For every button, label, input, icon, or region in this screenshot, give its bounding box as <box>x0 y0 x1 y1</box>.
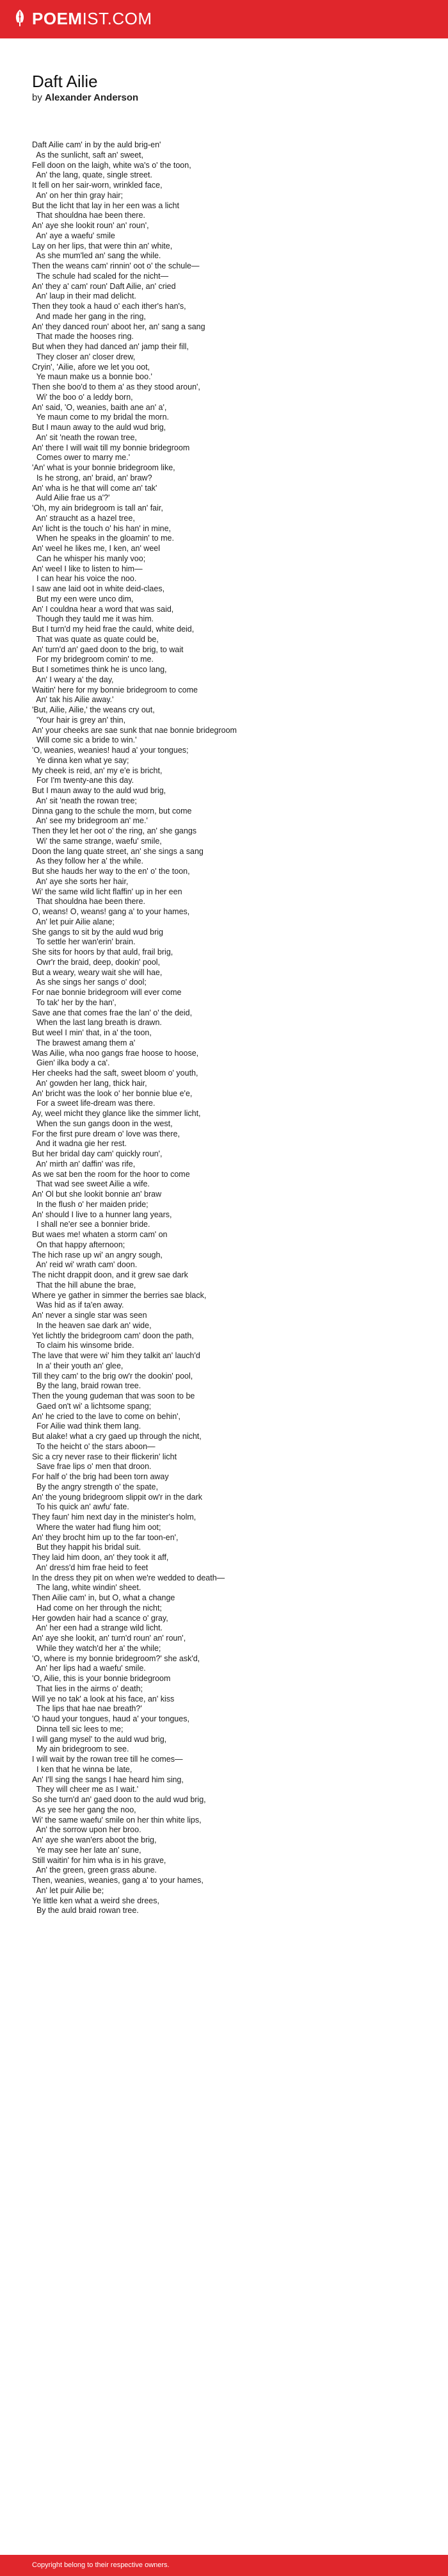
poem-line: Ye maun make us a bonnie boo.' <box>32 372 152 382</box>
poem-line: An' I weary a' the day, <box>32 675 114 684</box>
poem-line: Dinna tell sic lees to me; <box>32 1724 124 1734</box>
poem-line: I can hear his voice the noo. <box>32 574 137 584</box>
poem-line: Wi' the same wild licht flaffin' up in her een <box>32 887 182 896</box>
poem-line: An' there I will wait till my bonnie bridegroom <box>32 443 190 452</box>
poem-line: As ye see her gang the noo, <box>32 1805 136 1814</box>
poem-line: They faun' him next day in the minister's holm, <box>32 1513 196 1522</box>
poem-line: That the hill abune the brae, <box>32 1280 136 1290</box>
poem-line: An' sit 'neath the rowan tree; <box>32 796 137 805</box>
quill-pen-icon <box>13 9 27 28</box>
poem-line: An' should I live to a hunner lang years, <box>32 1210 172 1219</box>
poem-line: But I sometimes think he is unco lang, <box>32 665 167 674</box>
poem-line: But I maun away to the auld wud brig, <box>32 786 166 795</box>
poem-line: Her gowden hair had a scance o' gray, <box>32 1613 168 1623</box>
poem-line: Save frae lips o' men that droon. <box>32 1462 152 1472</box>
poem-line: To his quick an' awfu' fate. <box>32 1502 129 1512</box>
poem-line: But I turn'd my heid frae the cauld, white deid, <box>32 625 195 634</box>
poem-line: An' her lips had a waefu' smile. <box>32 1664 146 1673</box>
poem-line: That made the hooses ring. <box>32 332 134 341</box>
poem-line: Then she boo'd to them a' as they stood aroun', <box>32 382 200 391</box>
poem-line: She sits for hoors by that auld, frail brig, <box>32 948 173 956</box>
poem-line: An' laup in their mad delicht. <box>32 291 136 301</box>
poem-line: To claim his winsome bride. <box>32 1341 134 1350</box>
poem-line: Sic a cry never rase to their flickerin' licht <box>32 1452 177 1461</box>
poem-line: That shouldna hae been there. <box>32 897 145 907</box>
poem-line: Daft Ailie cam' in by the auld brig-en' <box>32 140 161 149</box>
poem-line: But her bridal day cam' quickly roun', <box>32 1149 163 1158</box>
poem-line: They will cheer me as I wait.' <box>32 1785 139 1794</box>
poem-line: When the last lang breath is drawn. <box>32 1018 162 1028</box>
poem-line: For Ailie wad think them lang. <box>32 1422 141 1431</box>
poem-line: And it wadna gie her rest. <box>32 1139 127 1149</box>
byline-prefix: by <box>32 92 42 103</box>
poem-line: Then the weans cam' rinnin' oot o' the schule— <box>32 261 200 270</box>
poem-line: I will wait by the rowan tree till he comes— <box>32 1755 183 1764</box>
poem-line: And made her gang in the ring, <box>32 311 146 321</box>
poem-line: An' I'll sing the sangs I hae heard him sing, <box>32 1775 184 1784</box>
poem-line: For the first pure dream o' love was there, <box>32 1129 180 1138</box>
poem-line: As she sings her sangs o' dool; <box>32 978 147 987</box>
poem-line: But she hauds her way to the en' o' the toon, <box>32 867 190 876</box>
poem-line: An' on her thin gray hair; <box>32 190 124 200</box>
poem-line: That wad see sweet Ailie a wife. <box>32 1179 150 1189</box>
poem-byline <box>32 92 138 104</box>
poem-line: An' aye she lookit roun' an' roun', <box>32 221 149 230</box>
poem-line: An' they a' cam' roun' Daft Ailie, an' cried <box>32 281 176 291</box>
poem-line: Will come sic a bride to win.' <box>32 735 137 745</box>
poem-line: Was hid as if ta'en away. <box>32 1300 124 1310</box>
poem-line: Ye maun come to my bridal the morn. <box>32 413 169 422</box>
poem-line: Still waitin' for him wha is in his grave, <box>32 1855 166 1865</box>
poem-line: While they watch'd her a' the while; <box>32 1643 161 1653</box>
poem-line: An' the young bridegroom slippit ow'r in the dark <box>32 1492 203 1502</box>
poem-line: In the flush o' her maiden pride; <box>32 1199 148 1209</box>
poem-line: Cryin', 'Ailie, afore we let you oot, <box>32 362 150 372</box>
poem-line: An' aye she sorts her hair, <box>32 876 129 886</box>
poem-line: Waitin' here for my bonnie bridegroom to come <box>32 685 198 694</box>
poem-line: An' Ol but she lookit bonnie an' braw <box>32 1190 162 1199</box>
poem-line: Then the young gudeman that was soon to be <box>32 1391 195 1400</box>
poem-line: An' the green, green grass abune. <box>32 1866 157 1875</box>
poem-line: They closer an' closer drew, <box>32 352 136 361</box>
poem-line: 'O, Ailie, this is your bonnie bridegroom <box>32 1674 171 1683</box>
poem-line: Ye may see her late an' sune, <box>32 1845 141 1855</box>
poem-line: An' he cried to the lave to come on behin', <box>32 1411 181 1421</box>
poem-author-link[interactable]: Alexander Anderson <box>45 92 139 103</box>
poem-line: Wi' the boo o' a leddy born, <box>32 392 133 402</box>
poem-line: 'But, Ailie, Ailie,' the weans cry out, <box>32 705 155 714</box>
poem-line: The lips that hae nae breath?' <box>32 1704 142 1714</box>
poem-line: I shall ne'er see a bonnier bride. <box>32 1220 150 1229</box>
poem-line: My ain bridegroom to see. <box>32 1744 129 1754</box>
poem-line: An' aye she lookit, an' turn'd roun' an' roun', <box>32 1634 186 1643</box>
poem-line: An' wha is he that will come an' tak' <box>32 483 157 493</box>
poem-line: Dinna gang to the schule the morn, but come <box>32 806 192 816</box>
poem-line: But a weary, weary wait she will hae, <box>32 967 163 977</box>
poem-line: Is he strong, an' braid, an' braw? <box>32 473 152 482</box>
poem-line: But when they had danced an' jamp their fill, <box>32 342 189 351</box>
poem-line: Though they tauld me it was him. <box>32 614 154 624</box>
poem-line: Then, weanies, weanies, gang a' to your hames, <box>32 1876 204 1885</box>
poem-line: Wi' the same waefu' smile on her thin white lips, <box>32 1815 202 1825</box>
poem-line: Ye dinna ken what ye say; <box>32 755 129 765</box>
poem-line: An' bricht was the look o' her bonnie blue e'e, <box>32 1088 193 1098</box>
site-name-bold: POEM <box>32 9 83 28</box>
poem-line: My cheek is reid, an' my e'e is bricht, <box>32 766 163 775</box>
poem-line: An' weel I like to listen to him— <box>32 564 143 573</box>
poem-line: That was quate as quate could be, <box>32 634 159 644</box>
poem-line: Fell doon on the laigh, white wa's o' the toon, <box>32 160 191 170</box>
poem-line: An' the lang, quate, single street. <box>32 170 152 180</box>
poem-line: Then Ailie cam' in, but O, what a change <box>32 1593 175 1602</box>
poem-line: Yet lichtly the bridegroom cam' doon the path, <box>32 1331 194 1340</box>
poem-line: 'O, weanies, weanies! haud a' your tongues; <box>32 746 189 755</box>
site-name <box>32 8 152 29</box>
poem-line: It fell on her sair-worn, wrinkled face, <box>32 181 163 190</box>
poem-line: To tak' her by the han', <box>32 997 116 1007</box>
poem-line: Gien' ilka body a ca'. <box>32 1058 110 1068</box>
poem-line: As the sunlicht, saft an' sweet, <box>32 150 144 160</box>
poem-line: Gaed on't wi' a lichtsome spang; <box>32 1401 152 1411</box>
poem-line: Where ye gather in simmer the berries sae black, <box>32 1290 207 1300</box>
footer-copyright: Copyright belong to their respective owners. <box>32 2561 170 2569</box>
poem-line: The nicht drappit doon, and it grew sae dark <box>32 1270 188 1279</box>
poem-line: The hich rase up wi' an angry sough, <box>32 1250 163 1259</box>
poem-line: 'O haud your tongues, haud a' your tongues, <box>32 1714 189 1723</box>
poem-line: That lies in the airms o' death; <box>32 1684 143 1693</box>
poem-line: For half o' the brig had been torn away <box>32 1472 169 1481</box>
poem-line: I ken that he winna be late, <box>32 1764 132 1774</box>
poem-line: Can he whisper his manly voo; <box>32 554 146 563</box>
poem-line: But my een were unco dim, <box>32 594 134 603</box>
poem-title: Daft Ailie <box>32 72 98 91</box>
poem-line: 'Oh, my ain bridegroom is tall an' fair, <box>32 504 163 513</box>
poem-line: But they happit his bridal suit. <box>32 1543 141 1552</box>
poem-line: So she turn'd an' gaed doon to the auld wud brig, <box>32 1795 206 1804</box>
poem-line: An' said, 'O, weanies, baith ane an' a', <box>32 402 167 412</box>
poem-line: As they follow her a' the while. <box>32 857 144 866</box>
poem-line: An' sit 'neath the rowan tree, <box>32 432 137 442</box>
poem-line: An' her een had a strange wild licht. <box>32 1623 163 1633</box>
poem-line: I saw ane laid oot in white deid-claes, <box>32 584 165 593</box>
poem-line: O, weans! O, weans! gang a' to your hames, <box>32 907 190 916</box>
poem-line: When he speaks in the gloamin' to me. <box>32 534 174 543</box>
poem-line: An' let puir Ailie alane; <box>32 917 115 926</box>
poem-line: On that happy afternoon; <box>32 1240 125 1249</box>
poem-line: 'An' what is your bonnie bridegroom like, <box>32 463 175 472</box>
poem-line: Ye little ken what a weird she drees, <box>32 1896 159 1905</box>
poem-line: Save ane that comes frae the lan' o' the deid, <box>32 1008 193 1017</box>
poem-line: Her cheeks had the saft, sweet bloom o' youth, <box>32 1069 198 1078</box>
site-logo[interactable] <box>13 8 152 29</box>
poem-line: An' mirth an' daffin' was rife, <box>32 1159 136 1169</box>
poem-line: Doon the lang quate street, an' she sings a sang <box>32 846 204 856</box>
poem-line: Had come on her through the nicht; <box>32 1603 162 1612</box>
poem-line: In the heaven sae dark an' wide, <box>32 1320 152 1330</box>
poem-line: The lang, white windin' sheet. <box>32 1583 141 1593</box>
poem-line: Ay, weel micht they glance like the simmer licht, <box>32 1109 201 1118</box>
poem-line: An' tak his Ailie away.' <box>32 695 114 705</box>
poem-line: For nae bonnie bridegroom will ever come <box>32 988 182 997</box>
poem-line: To the heicht o' the stars aboon— <box>32 1441 156 1451</box>
poem-line: As we sat ben the room for the hoor to come <box>32 1169 190 1179</box>
poem-line: The lave that were wi' him they talkit an' lauch'd <box>32 1351 200 1360</box>
poem-line: For a sweet life-dream was there. <box>32 1099 156 1108</box>
poem-line: Was Ailie, wha noo gangs frae hoose to hoose, <box>32 1048 199 1058</box>
poem-line: The schule had scaled for the nicht— <box>32 271 169 281</box>
poem-line: By the auld braid rowan tree. <box>32 1906 139 1916</box>
poem-line: In the dress they pit on when we're wedded to death— <box>32 1573 225 1582</box>
poem-line: An' let puir Ailie be; <box>32 1885 104 1895</box>
poem-line: Auld Ailie frae us a'?' <box>32 493 110 503</box>
poem-line: She gangs to sit by the auld wud brig <box>32 927 163 937</box>
poem-line: An' reid wi' wrath cam' doon. <box>32 1260 138 1270</box>
poem-line: Comes ower to marry me.' <box>32 453 131 463</box>
poem-line: But waes me! whaten a storm cam' on <box>32 1230 168 1239</box>
poem-line: As she mum'led an' sang the while. <box>32 251 161 261</box>
poem-line: An' never a single star was seen <box>32 1311 147 1320</box>
poem-line: Lay on her lips, that were thin an' white, <box>32 241 173 250</box>
poem-line: 'O, where is my bonnie bridegroom?' she ask'd, <box>32 1653 200 1663</box>
poem-line: To settle her wan'erin' brain. <box>32 937 136 947</box>
poem-line: Where the water had flung him oot; <box>32 1522 161 1532</box>
poem-line: But I maun away to the auld wud brig, <box>32 423 166 432</box>
poem-line: I will gang mysel' to the auld wud brig, <box>32 1734 167 1744</box>
poem-line: An' gowden her lang, thick hair, <box>32 1078 147 1088</box>
poem-line: Then they took a haud o' each ither's han's, <box>32 302 186 311</box>
poem-line: An' aye she wan'ers aboot the brig, <box>32 1835 157 1844</box>
poem-line: An' they danced roun' aboot her, an' sang a sang <box>32 322 205 331</box>
poem-line: Then they let her oot o' the ring, an' she gangs <box>32 826 197 835</box>
poem-line: But the licht that lay in her een was a licht <box>32 201 179 210</box>
poem-body <box>32 140 422 1916</box>
poem-line: In a' their youth an' glee, <box>32 1361 124 1370</box>
poem-line: But weel I min' that, in a' the toon, <box>32 1028 152 1037</box>
poem-line: By the lang, braid rowan tree. <box>32 1381 141 1391</box>
poem-line: An' see my bridegroom an' me.' <box>32 816 148 826</box>
poem-line: An' the sorrow upon her broo. <box>32 1825 141 1835</box>
poem-line: 'Your hair is grey an' thin, <box>32 715 126 725</box>
poem-line: That shouldna hae been there. <box>32 211 145 220</box>
poem-line: An' I couldna hear a word that was said, <box>32 604 174 614</box>
top-header-bar <box>0 0 448 38</box>
poem-line: Will ye no tak' a look at his face, an' kiss <box>32 1694 175 1703</box>
poem-line: Wi' the same strange, waefu' smile, <box>32 836 162 846</box>
poem-line: When the sun gangs doon in the west, <box>32 1119 173 1128</box>
poem-line: An' turn'd an' gaed doon to the brig, to wait <box>32 644 184 654</box>
poem-line: The brawest amang them a' <box>32 1038 136 1047</box>
poem-line: An' they brocht him up to the far toon-en', <box>32 1532 179 1542</box>
poem-line: They laid him doon, an' they took it aff, <box>32 1553 169 1562</box>
poem-line: Till they cam' to the brig ow'r the dookin' pool, <box>32 1371 193 1381</box>
poem-line: By the angry strength o' the spate, <box>32 1482 158 1491</box>
poem-line: An' straucht as a hazel tree, <box>32 513 135 523</box>
poem-line: An' your cheeks are sae sunk that nae bonnie bridegroom <box>32 725 237 735</box>
poem-line: An' weel he likes me, I ken, an' weel <box>32 544 161 553</box>
poem-line: An' aye a waefu' smile <box>32 231 115 240</box>
poem-line: An' licht is the touch o' his han' in mine, <box>32 523 171 533</box>
poem-line: But alake! what a cry gaed up through the nicht, <box>32 1432 202 1441</box>
poem-line: For I'm twenty-ane this day. <box>32 776 134 785</box>
poem-line: Owr'r the braid, deep, dookin' pool, <box>32 957 161 967</box>
poem-line: For my bridegroom comin' to me. <box>32 655 154 664</box>
poem-line: An' dress'd him frae heid to feet <box>32 1563 148 1572</box>
footer-bar <box>0 2555 448 2576</box>
site-name-light: IST.COM <box>82 9 152 28</box>
